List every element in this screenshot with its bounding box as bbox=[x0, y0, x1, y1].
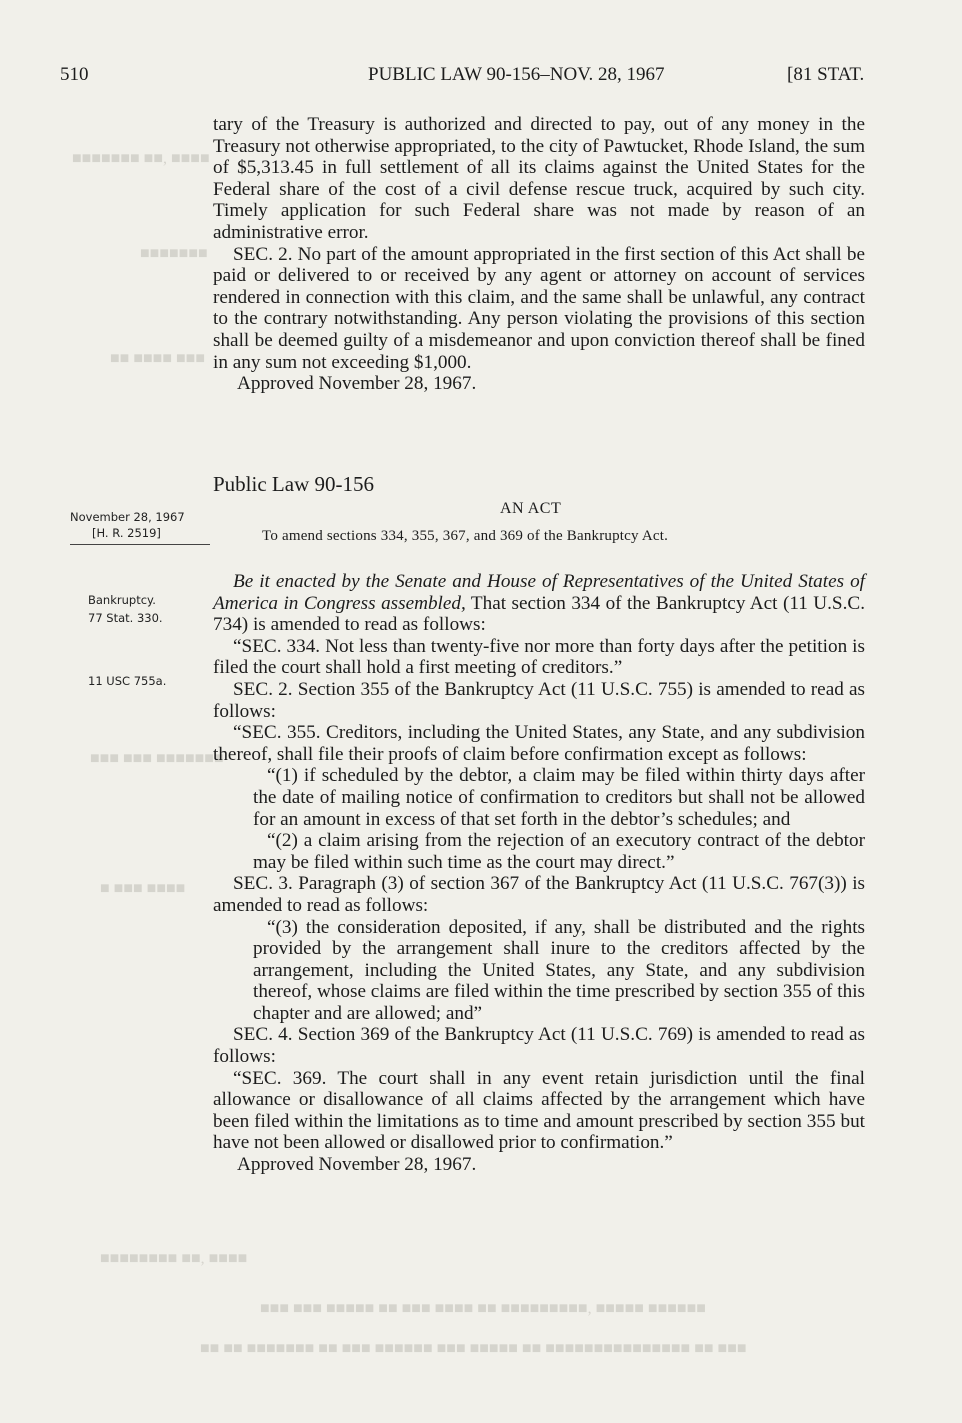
enacting-formula: Be it enacted by the Senate and House of Representatives of the United States of America in Congress assembled, bbox=[213, 571, 865, 614]
prior-law-text bbox=[213, 114, 865, 395]
margin-note-date: November 28, 1967 bbox=[70, 510, 185, 524]
margin-note-bill: [H. R. 2519] bbox=[92, 526, 161, 540]
page-number: 510 bbox=[60, 64, 89, 85]
approval-line: Approved November 28, 1967. bbox=[237, 1154, 477, 1176]
volume-reference: [81 STAT. bbox=[787, 64, 865, 85]
section-text: No part of the amount appropriated in the first section of this Act shall be paid or delivered to or received by any agent or attorney on account of services rendered in connection with this claim, and the same shall be unlawful, any contract to the contrary notwithstanding. Any person violating the provisions of this section shall be deemed guilty of a misdemeanor and upon conviction thereof shall be fined in any sum not exceeding $1,000. bbox=[213, 243, 865, 373]
section-label: SEC. 2. bbox=[233, 678, 293, 700]
section-text: Section 369 of the Bankruptcy Act (11 U.S.C. 769) is amended to read as follows: bbox=[213, 1024, 865, 1068]
margin-rule bbox=[70, 544, 210, 545]
running-head: PUBLIC LAW 90-156–NOV. 28, 1967 bbox=[368, 64, 665, 85]
public-law-title: Public Law 90-156 bbox=[213, 472, 374, 496]
act-heading: AN ACT bbox=[500, 500, 562, 517]
section-text: Section 355 of the Bankruptcy Act (11 U.S.C. 755) is amended to read as follows: bbox=[213, 678, 865, 722]
enacting-text: That section 334 of the Bankruptcy Act (11 U.S.C. 734) is amended to read as follows: bbox=[213, 592, 865, 636]
section-355 bbox=[213, 722, 865, 765]
bleed-through-text: ■■ ■■ ■■■■■■■ ■■ ■■■ ■■■■■■ ■■■ ■■■■■ ■■ ■■■■■■■■■■■■■■■ ■■ ■■■ bbox=[200, 1340, 747, 1357]
bleed-through-text: ■■■ ■■■ ■■■■■■■ bbox=[90, 750, 224, 767]
section-4 bbox=[213, 1024, 865, 1067]
section-label: “SEC. 355. bbox=[233, 722, 321, 744]
bleed-through-text: ■■■■■■■ bbox=[140, 245, 208, 262]
prior-law-paragraph: tary of the Treasury is authorized and directed to pay, out of any money in the Treasury not otherwise appropriated, to the city of Pawtucket, Rhode Island, the sum of $5,313.45 in full settlement of all its claims against the United States for the Federal share of the cost of a civil defense rescue truck, acquired by such city. Timely application for such Federal share was not made by reason of an administrative error. bbox=[213, 114, 865, 243]
bleed-through-text: ■ ■■■ ■■■■ bbox=[100, 880, 186, 897]
clause-1: “(1) if scheduled by the debtor, a claim may be filed within thirty days after the date of mailing notice of confirmation to creditors but shall not be allowed for an amount in excess of that set forth in the debtor’s schedules; and bbox=[253, 765, 865, 830]
section-text: The court shall in any event retain jurisdiction until the final allowance or disallowance of all claims affected by the arrangement which have been filed within the limitations as to time and amount prescribed by section 355 but have not been allowed or disallowed prior to confirmation.” bbox=[213, 1067, 865, 1154]
clause-3: “(3) the consideration deposited, if any, shall be distributed and the rights provided by the arrangement shall inure to the creditors affected by the arrangement, including the United States, any State, and any subdivision thereof, whose claims are filed within the time prescribed by section 355 of this chapter and are allowed; and” bbox=[253, 916, 865, 1024]
section-label: SEC. 3. bbox=[233, 873, 293, 895]
margin-note-usc: 11 USC 755a. bbox=[88, 674, 167, 688]
approval-line: Approved November 28, 1967. bbox=[237, 373, 477, 395]
clause-2: “(2) a claim arising from the rejection of an executory contract of the debtor may be filed within such time as the court may direct.” bbox=[253, 830, 865, 873]
section-label: “SEC. 369. bbox=[233, 1067, 327, 1089]
act-purpose: To amend sections 334, 355, 367, and 369 of the Bankruptcy Act. bbox=[262, 528, 669, 544]
section-text: Not less than twenty-five nor more than forty days after the petition is filed the court shall hold a first meeting of creditors.” bbox=[213, 635, 865, 679]
section-369 bbox=[213, 1068, 865, 1154]
section-text: Creditors, including the United States, any State, and any subdivision thereof, shall file their proofs of claim before confirmation except as follows: bbox=[213, 722, 865, 765]
section-334 bbox=[213, 636, 865, 679]
section-label: SEC. 2. bbox=[233, 243, 293, 265]
section-text: Paragraph (3) of section 367 of the Bankruptcy Act (11 U.S.C. 767(3)) is amended to read as follows: bbox=[213, 873, 865, 916]
margin-note-topic: Bankruptcy. bbox=[88, 593, 156, 607]
bleed-through-text: ■■■ ■■■ ■■■■■ ■■ ■■■ ■■■■ ■■ ■■■■■■■■■, ■■■■■ ■■■■■■ bbox=[260, 1300, 706, 1317]
bleed-through-text: ■■■■■■■ ■■, ■■■■ bbox=[72, 150, 210, 167]
enacting-clause bbox=[213, 571, 865, 636]
section-label: “SEC. 334. bbox=[233, 635, 321, 657]
section-label: SEC. 4. bbox=[233, 1024, 293, 1046]
prior-law-section-2 bbox=[213, 244, 865, 374]
act-body bbox=[213, 571, 865, 1176]
margin-note-stat: 77 Stat. 330. bbox=[88, 611, 163, 625]
section-3 bbox=[213, 873, 865, 916]
bleed-through-text: ■■■■■■■■ ■■, ■■■■ bbox=[100, 1250, 248, 1267]
bleed-through-text: ■■ ■■■■ ■■■ bbox=[110, 350, 205, 367]
section-2 bbox=[213, 679, 865, 722]
